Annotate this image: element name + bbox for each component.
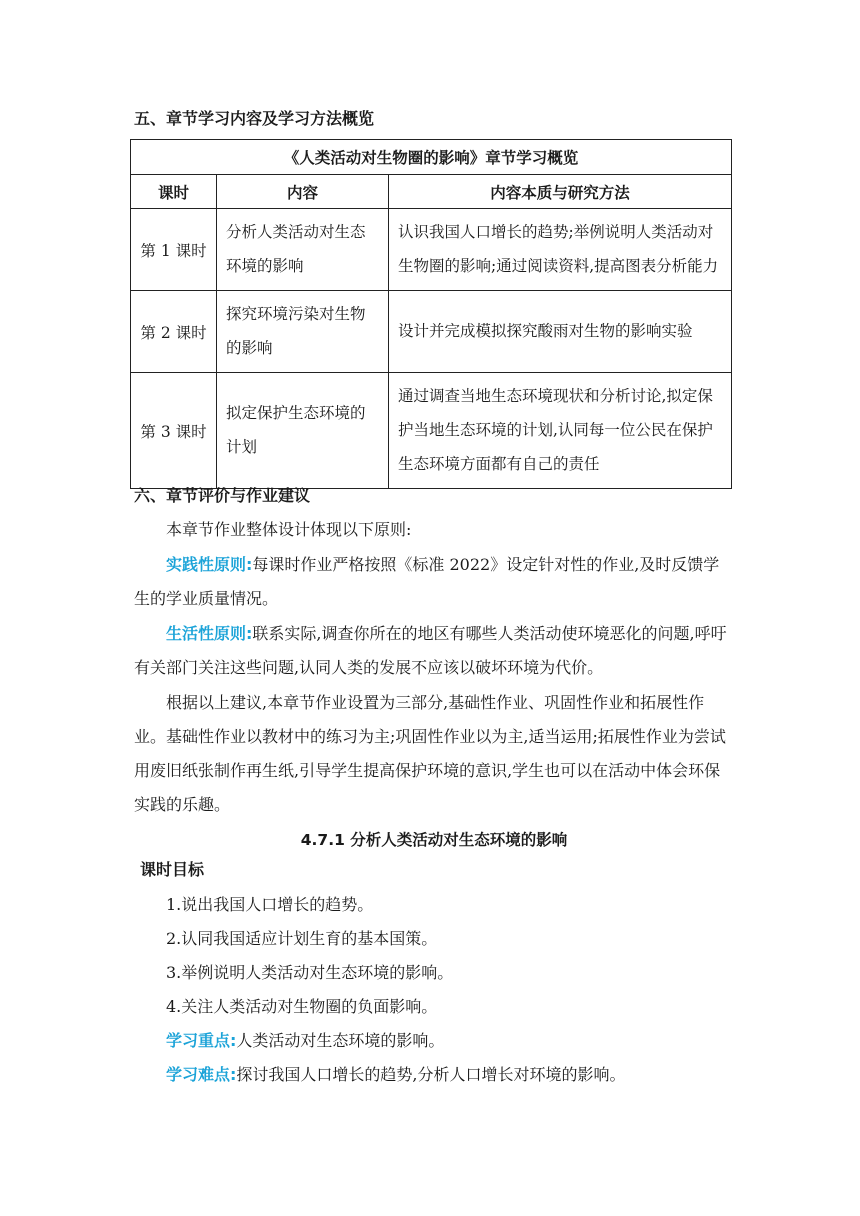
table-title: 《人类活动对生物圈的影响》章节学习概览 [131, 140, 732, 175]
content-cell: 拟定保护生态环境的计划 [217, 373, 389, 489]
practice-principle-label: 实践性原则: [166, 555, 253, 574]
goal-item: 1.说出我国人口增长的趋势。 [166, 895, 374, 914]
difficulty-label: 学习难点: [166, 1065, 237, 1084]
method-cell: 通过调查当地生态环境现状和分析讨论,拟定保护当地生态环境的计划,认同每一位公民在保护生态环境方面都有自己的责任 [389, 373, 732, 489]
lesson-cell: 第 1 课时 [131, 209, 217, 291]
focus-label: 学习重点: [166, 1031, 237, 1050]
table-row [131, 291, 732, 373]
practice-principle-text: 每课时作业严格按照《标准 2022》设定针对性的作业,及时反馈学生的学业质量情况。 [134, 555, 720, 608]
method-cell: 认识我国人口增长的趋势;举例说明人类活动对生物圈的影响;通过阅读资料,提高图表分析能力 [389, 209, 732, 291]
column-header-lesson: 课时 [131, 175, 217, 209]
column-header-method: 内容本质与研究方法 [389, 175, 732, 209]
goals-heading: 课时目标 [140, 860, 205, 879]
life-principle-paragraph [134, 617, 734, 685]
section-6-heading: 六、章节评价与作业建议 [134, 486, 311, 505]
life-principle-label: 生活性原则: [166, 624, 253, 643]
lesson-cell: 第 3 课时 [131, 373, 217, 489]
overview-table [130, 139, 732, 489]
table-row [131, 373, 732, 489]
practice-principle-paragraph [134, 548, 734, 616]
goal-item: 4.关注人类活动对生物圈的负面影响。 [166, 997, 438, 1016]
section-5-heading: 五、章节学习内容及学习方法概览 [134, 109, 375, 128]
difficulty-line [166, 1064, 626, 1086]
lesson-cell: 第 2 课时 [131, 291, 217, 373]
content-cell: 探究环境污染对生物的影响 [217, 291, 389, 373]
table-row [131, 209, 732, 291]
table-header-row [131, 175, 732, 209]
suggestion-paragraph: 根据以上建议,本章节作业设置为三部分,基础性作业、巩固性作业和拓展性作业。基础性作业以教材中的练习为主;巩固性作业以为主,适当运用;拓展性作业为尝试用废旧纸张制作再生纸,引导学生提高保护环境的意识,学生也可以在活动中体会环保实践的乐趣。 [134, 693, 726, 814]
content-cell: 分析人类活动对生态环境的影响 [217, 209, 389, 291]
life-principle-text: 联系实际,调查你所在的地区有哪些人类活动使环境恶化的问题,呼吁有关部门关注这些问题,认同人类的发展不应该以破坏环境为代价。 [134, 624, 727, 677]
intro-paragraph: 本章节作业整体设计体现以下原则: [166, 520, 412, 539]
focus-text: 人类活动对生态环境的影响。 [236, 1031, 445, 1050]
lesson-title: 4.7.1 分析人类活动对生态环境的影响 [300, 831, 568, 849]
column-header-content: 内容 [217, 175, 389, 209]
goal-item: 3.举例说明人类活动对生态环境的影响。 [166, 963, 454, 982]
goal-item: 2.认同我国适应计划生育的基本国策。 [166, 929, 438, 948]
method-cell: 设计并完成模拟探究酸雨对生物的影响实验 [389, 291, 732, 373]
difficulty-text: 探讨我国人口增长的趋势,分析人口增长对环境的影响。 [236, 1065, 626, 1084]
focus-line [166, 1030, 444, 1052]
